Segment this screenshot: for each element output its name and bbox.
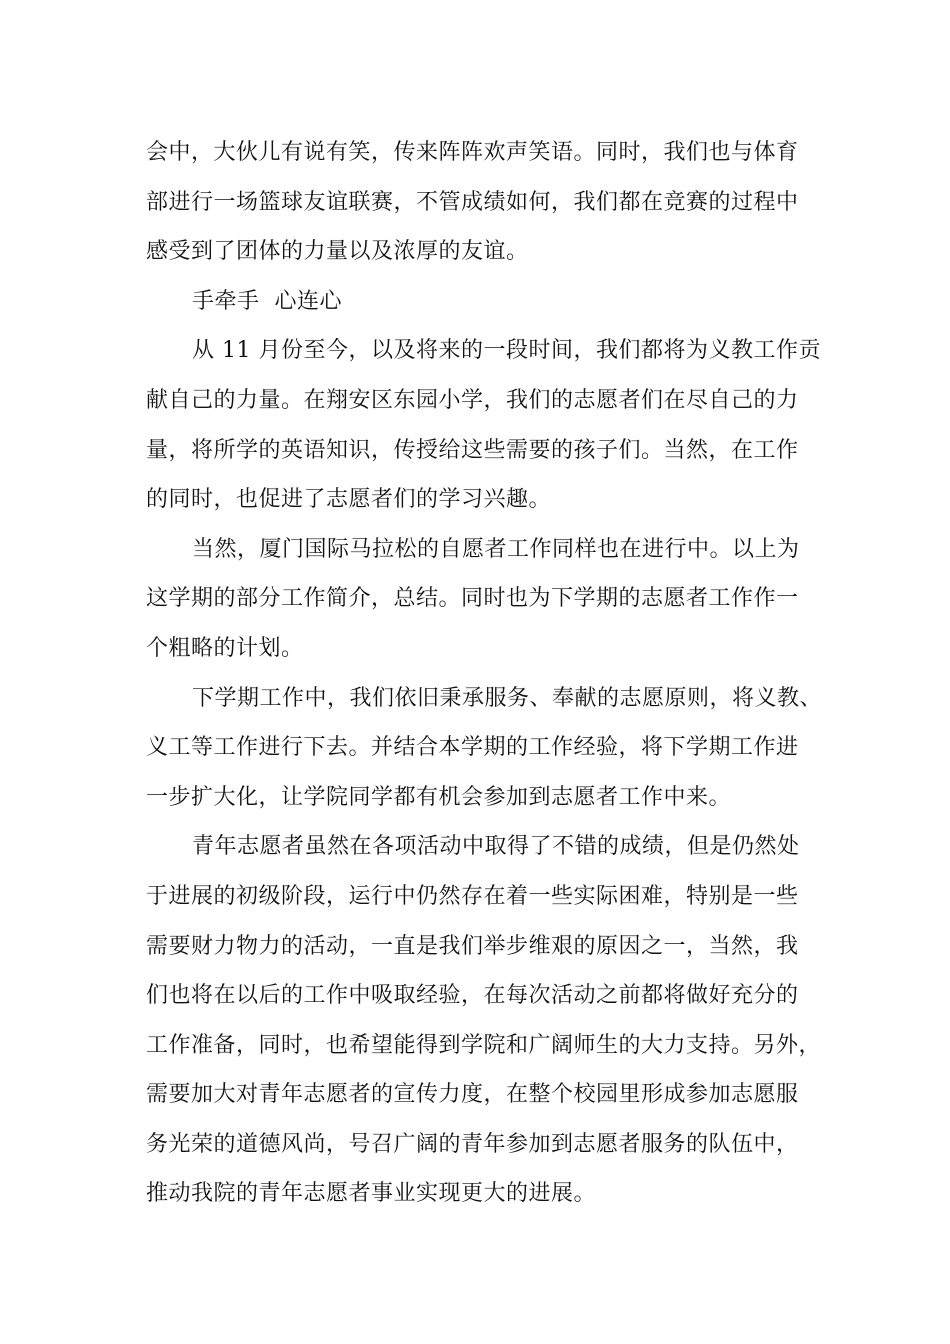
text-line: 青年志愿者虽然在各项活动中取得了不错的成绩，但是仍然处 [192, 834, 800, 860]
text-line: 个粗略的计划。 [146, 635, 304, 661]
text-line: 们也将在以后的工作中吸取经验，在每次活动之前都将做好充分的 [146, 983, 799, 1009]
text-line: 义工等工作进行下去。并结合本学期的工作经验，将下学期工作进 [146, 735, 799, 761]
text-line: 会中，大伙儿有说有笑，传来阵阵欢声笑语。同时，我们也与体育 [146, 140, 799, 165]
text-line: 工作准备，同时，也希望能得到学院和广阔师生的大力支持。另外， [146, 1032, 822, 1058]
text-line: 需要加大对青年志愿者的宣传力度，在整个校园里形成参加志愿服 [146, 1082, 799, 1108]
text-line: 的同时，也促进了志愿者们的学习兴趣。 [146, 487, 552, 513]
text-line: 从 11 月份至今，以及将来的一段时间，我们都将为义教工作贡 [192, 338, 821, 364]
text-line: 下学期工作中，我们依旧秉承服务、奉献的志愿原则，将义教、 [192, 685, 823, 711]
text-line: 一步扩大化，让学院同学都有机会参加到志愿者工作中来。 [146, 784, 732, 810]
text-line: 需要财力物力的活动，一直是我们举步维艰的原因之一，当然，我 [146, 933, 799, 959]
section-heading: 手牵手 心连心 [192, 288, 342, 314]
document-body [146, 128, 826, 1219]
text-line: 于进展的初级阶段，运行中仍然存在着一些实际困难，特别是一些 [146, 883, 799, 909]
text-line: 推动我院的青年志愿者事业实现更大的进展。 [146, 1181, 597, 1207]
text-line: 献自己的力量。在翔安区东园小学，我们的志愿者们在尽自己的力 [146, 387, 799, 413]
text-line: 部进行一场篮球友谊联赛，不管成绩如何，我们都在竞赛的过程中 [146, 189, 799, 215]
text-line: 量，将所学的英语知识，传授给这些需要的孩子们。当然，在工作 [146, 437, 799, 463]
text-line: 务光荣的道德风尚，号召广阔的青年参加到志愿者服务的队伍中， [146, 1131, 799, 1157]
text-line: 当然，厦门国际马拉松的自愿者工作同样也在进行中。以上为 [192, 536, 800, 562]
text-line: 感受到了团体的力量以及浓厚的友谊。 [146, 239, 529, 265]
text-line: 这学期的部分工作简介，总结。同时也为下学期的志愿者工作作一 [146, 586, 799, 612]
